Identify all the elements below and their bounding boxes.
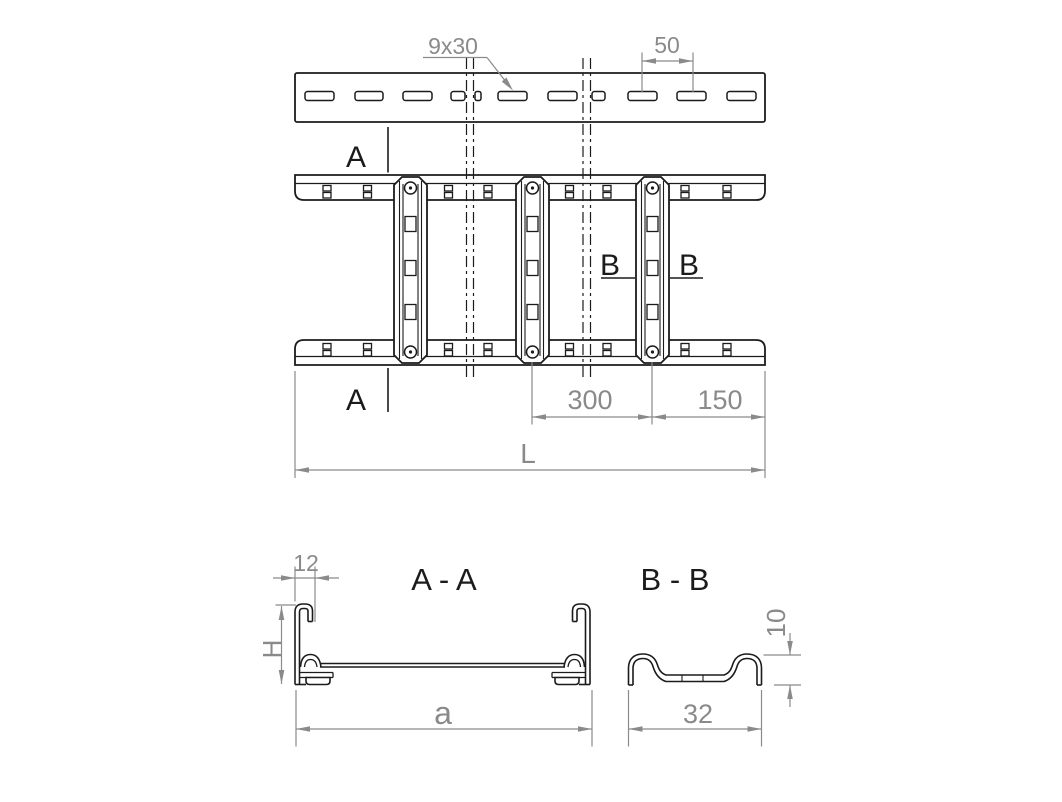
rung-height-label: 10 [761, 608, 791, 638]
rung-3 [636, 177, 669, 363]
section-b-label-right: B [678, 249, 700, 282]
side-rail-outline [295, 73, 765, 122]
rung-width-label: 32 [682, 699, 714, 729]
section-b-label-left: B [599, 249, 621, 282]
flange-width-label: 12 [293, 550, 319, 576]
height-label: H [257, 639, 287, 659]
pitch-label: 50 [654, 32, 680, 58]
slot-size-label: 9x30 [428, 33, 478, 59]
length-label: L [520, 438, 536, 469]
inner-width-label: a [434, 695, 452, 731]
side-rail-top-view [295, 73, 765, 122]
rung-2 [516, 177, 549, 363]
section-bb-title: B - B [640, 562, 710, 597]
section-a-label-bottom: A [345, 384, 367, 417]
rung-1 [394, 177, 427, 363]
end-distance-label: 150 [697, 385, 743, 415]
rung-spacing-label: 300 [567, 385, 613, 415]
section-a-label-top: A [345, 141, 367, 174]
section-aa-title: A - A [411, 562, 477, 597]
